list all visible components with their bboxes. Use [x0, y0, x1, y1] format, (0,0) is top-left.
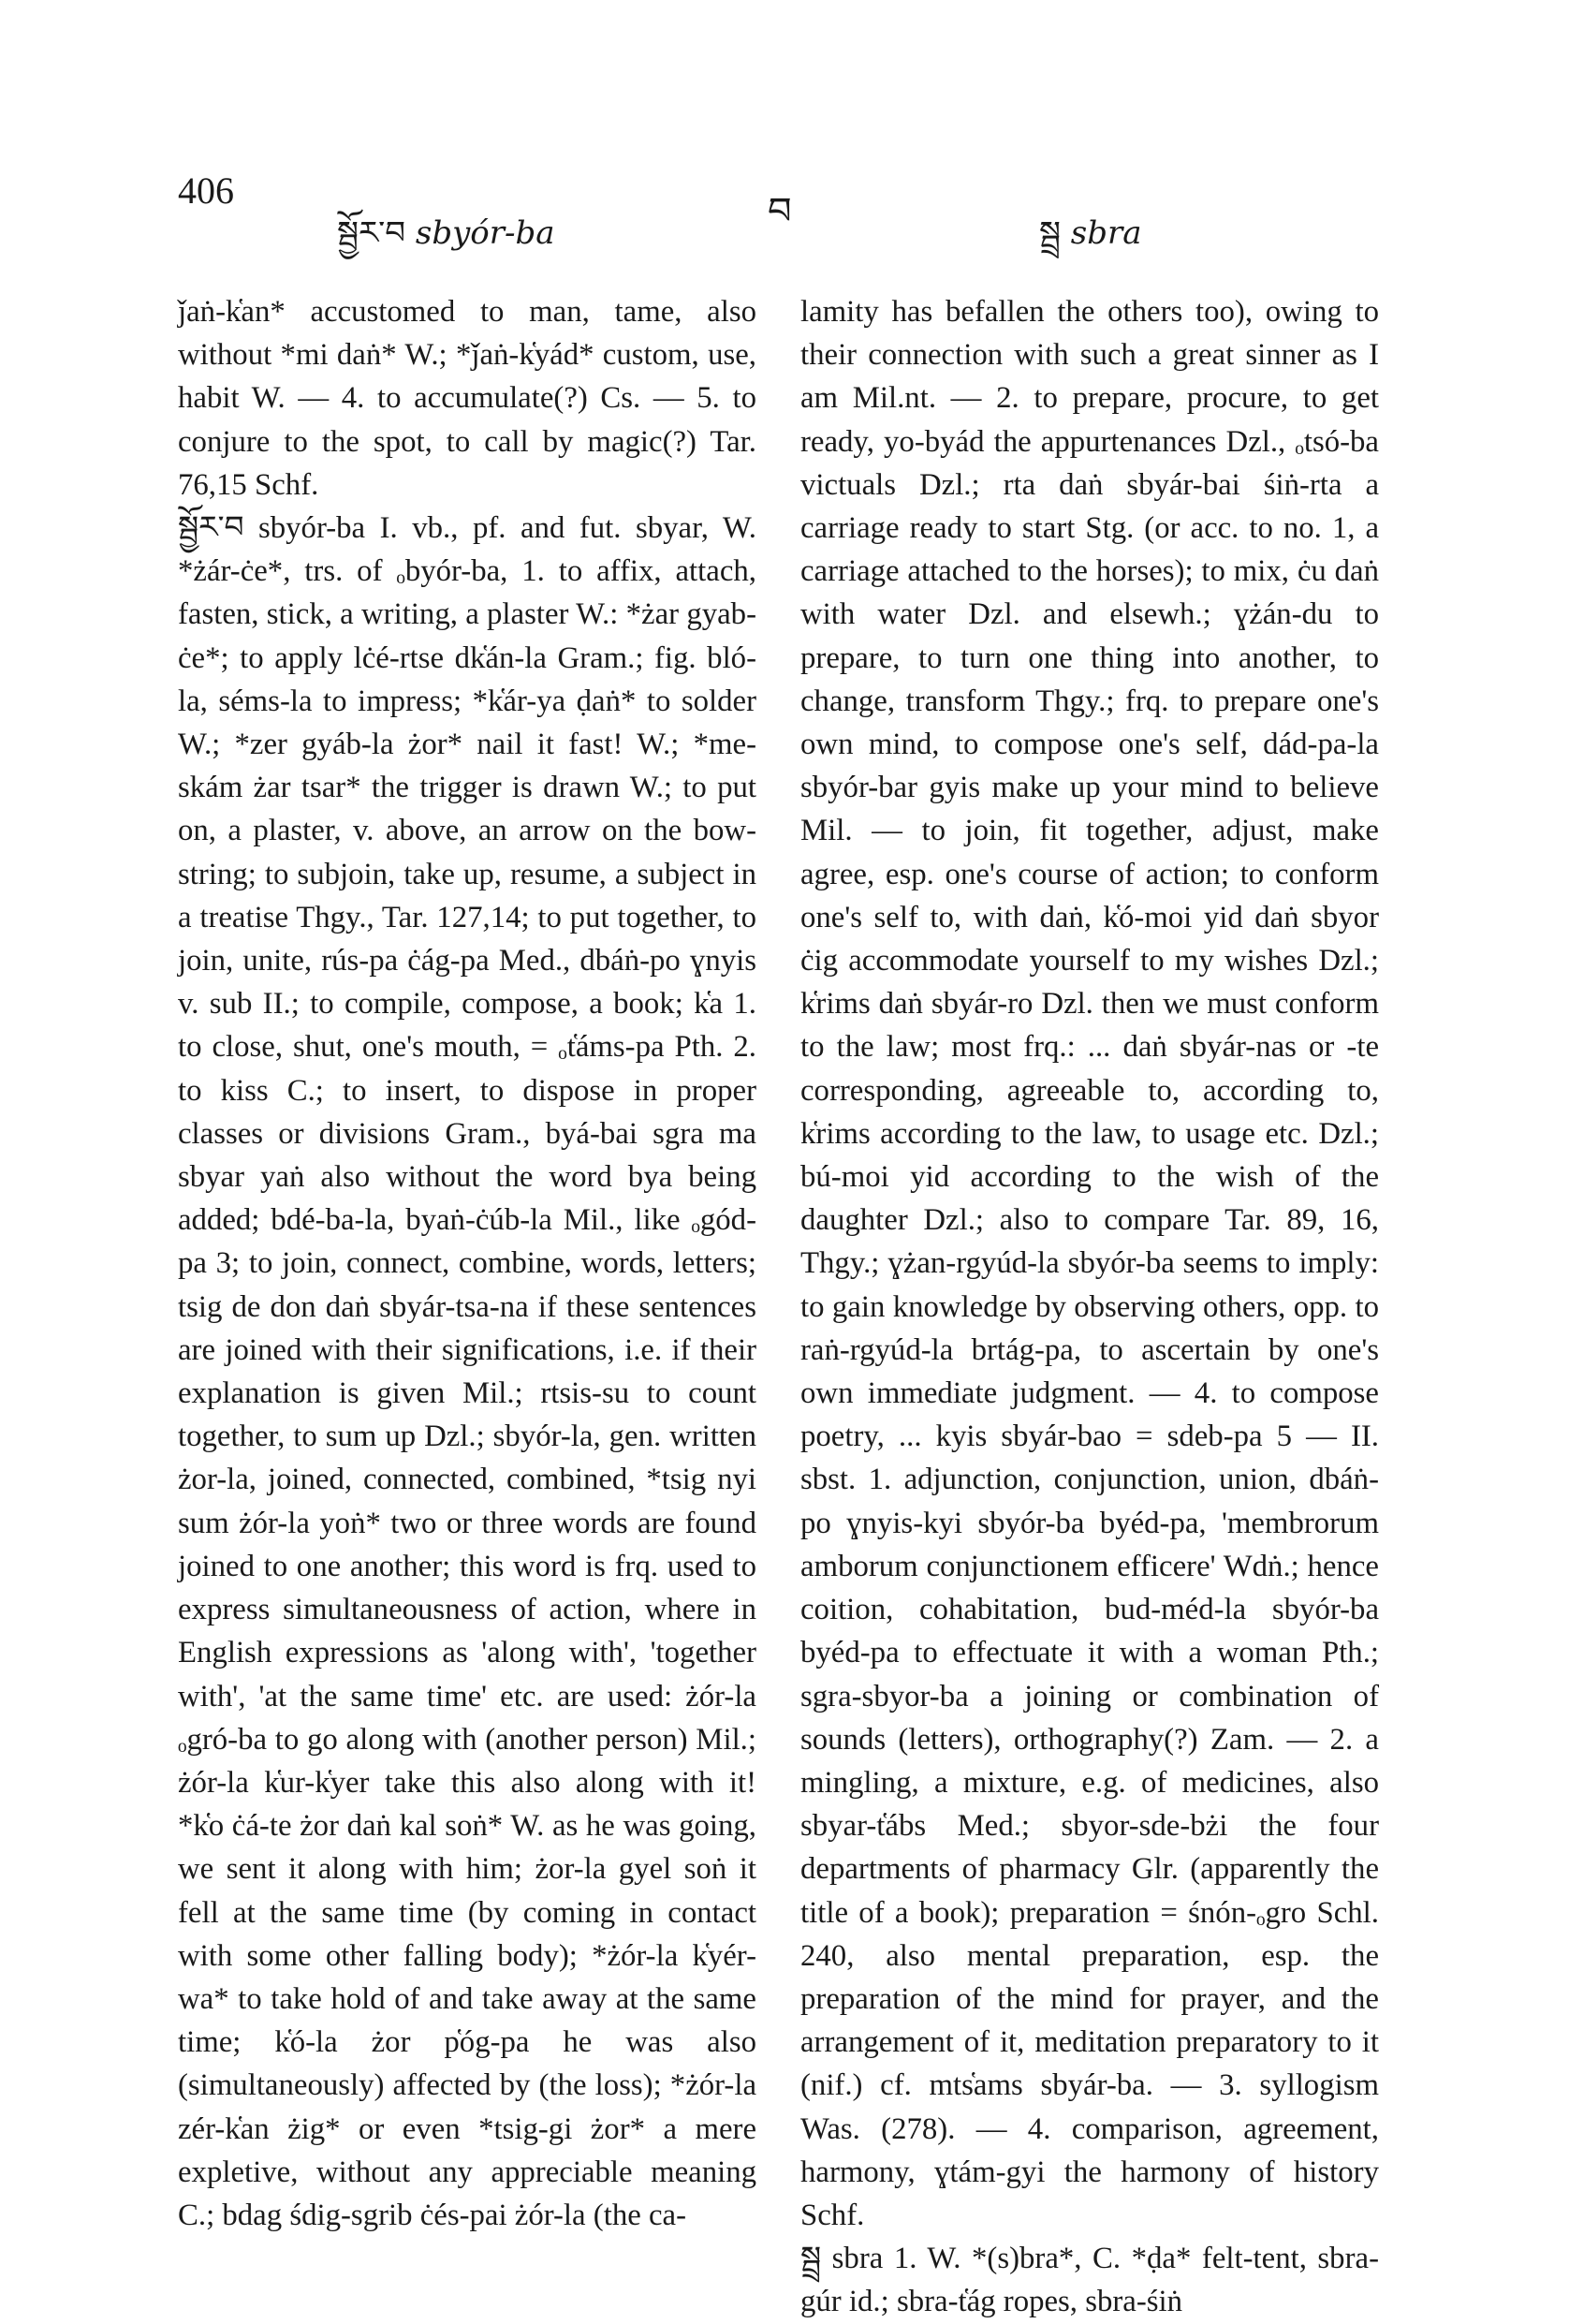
right-paragraph-2: སྦྲ sbra 1. W. *(s)bra*, C. *ḍa* felt-tent, sbra-gúr id.; sbra-t̔ág ropes, sbra-śiṅ: [800, 2242, 1379, 2319]
header-center-letter: བ: [768, 190, 792, 233]
header-left-entry: [337, 197, 555, 287]
header-right-tibetan: སྦྲ: [1039, 214, 1061, 252]
left-column: [178, 290, 756, 2237]
header-left-tibetan: སྦྱོར་བ: [337, 214, 406, 252]
right-paragraph-1: lamity has befallen the others too), owing to their connection with such a great sinner as I am Mil.nt. — 2. to prepare, procure, to get ready, yo-byád the appurtenances Dzl., ₒtsó-ba victuals Dzl.; rta daṅ sbyár-bai śiṅ-rta a carriage ready to start Stg. (or acc. to no. 1, a carriage attached to the horses); to mix, ċu daṅ with water Dzl. and elsewh.; ɣżán-du to prepare, to turn one thing into another, to change, transform Thgy.; frq. to prepare one's own mind, to compose one's self, dád-pa-la sbyór-bar gyis make up your mind to believe Mil. — to join, fit together, adjust, make agree, esp. one's course of action; to conform one's self to, with daṅ, k̔ó-moi yid daṅ sbyor ċig accommodate yourself to my wishes Dzl.; k̔rims daṅ sbyár-ro Dzl. then we must conform to the law; most frq.: ... daṅ sbyár-nas or -te corresponding, agreeable to, according to, k̔rims according to the law, to usage etc. Dzl.; bú-moi yid according to the wish of the daughter Dzl.; also to compare Tar. 89, 16, Thgy.; ɣżan-rgyúd-la sbyór-ba seems to imply: to gain knowledge by observing others, opp. to raṅ-rgyúd-la brtág-pa, to ascertain by one's own immediate judgment. — 4. to compose poetry, ... kyis sbyár-bao = sdeb-pa 5 — II. sbst. 1. adjunction, conjunction, union, dbáṅ-po ɣnyis-kyi sbyór-ba byéd-pa, 'membrorum amborum conjunctionem efficere' Wdṅ.; hence coition, cohabitation, bud-méd-la sbyór-ba byéd-pa to effectuate it with a woman Pth.; sgra-sbyor-ba a joining or combination of sounds (letters), orthography(?) Zam. — 2. a mingling, a mixture, e.g. of medicines, also sbyar-t̔ábs Med.; sbyor-sde-bżi the four departments of pharmacy Glr. (apparently the title of a book); preparation = śnón-ₒgro Schl. 240, also mental preparation, esp. the preparation of the mind for prayer, and the arrangement of it, meditation preparatory to it (nif.) cf. mts̔ams sbyár-ba. — 3. syllogism Was. (278). — 4. comparison, agreement, harmony, ɣtám-gyi the harmony of history Schf.: [800, 295, 1379, 2232]
page-number: 406: [178, 169, 234, 212]
header-right-word: sbra: [1070, 214, 1142, 252]
header-right-entry: [1039, 197, 1142, 287]
left-paragraph-1: ǰaṅ-k̔an* accustomed to man, tame, also without *mi daṅ* W.; *ǰaṅ-k̔yád* custom, use, habit W. — 4. to accumulate(?) Cs. — 5. to conjure to the spot, to call by magic(?) Tar. 76,15 Schf.: [178, 295, 756, 502]
header-left-word: sbyór-ba: [415, 214, 555, 252]
left-paragraph-2: སྦྱོར་བ sbyór-ba I. vb., pf. and fut. sbyar, W. *żár-ċe*, trs. of ₒbyór-ba, 1. to affix, attach, fasten, stick, a writing, a plaster W.: *żar gyab-ċe*; to apply lċé-rtse dk̔án-la Gram.; fig. bló-la, séms-la to impress; *k̔ár-ya ḍaṅ* to solder W.; *zer gyáb-la żor* nail it fast! W.; *me-skám żar tsar* the trigger is drawn W.; to put on, a plaster, v. above, an arrow on the bow-string; to subjoin, take up, resume, a subject in a treatise Thgy., Tar. 127,14; to put together, to join, unite, rús-pa ċág-pa Med., dbáṅ-po ɣnyis v. sub II.; to compile, compose, a book; k̔a 1. to close, shut, one's mouth, = ₒt̔áms-pa Pth. 2. to kiss C.; to insert, to dispose in proper classes or divisions Gram., byá-bai sgra ma sbyar yaṅ also without the word bya being added; bdé-ba-la, byaṅ-ċúb-la Mil., like ₒgód-pa 3; to join, connect, combine, words, letters; tsig de don daṅ sbyár-tsa-na if these sentences are joined with their significations, i.e. if their explanation is given Mil.; rtsis-su to count together, to sum up Dzl.; sbyór-la, gen. written żor-la, joined, connected, combined, *tsig nyi sum żór-la yoṅ* two or three words are found joined to one another; this word is frq. used to express simultaneousness of action, where in English expressions as 'along with', 'together with', 'at the same time' etc. are used: żór-la ₒgró-ba to go along with (another person) Mil.; żór-la k̔ur-k̔yer take this also along with it! *k̔o ċá-te żor daṅ kal soṅ* W. as he was going, we sent it along with him; żor-la gyel soṅ it fell at the same time (by coming in contact with some other falling body); *żór-la k̔yér-wa* to take hold of and take away at the same time; k̔ó-la żor p̔óg-pa he was also (simultaneously) affected by (the loss); *żór-la zér-k̔an żig* or even *tsig-gi żor* a mere expletive, without any appreciable meaning C.; bdag śdig-sgrib ċés-pai żór-la (the ca-: [178, 511, 756, 2232]
right-column: [800, 290, 1379, 2324]
